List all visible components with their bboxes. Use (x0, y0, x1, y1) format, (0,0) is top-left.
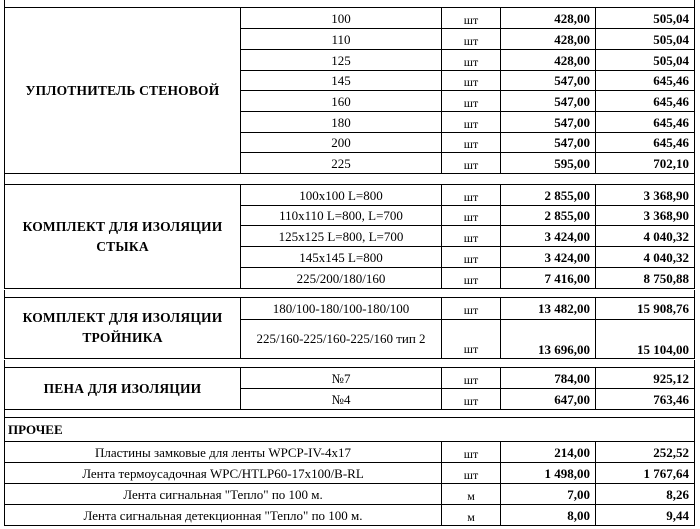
price-cell: 645,46 (596, 112, 695, 133)
price-cell: 3 368,90 (596, 185, 695, 206)
size-cell: 225/160-225/160-225/160 тип 2 (241, 320, 442, 359)
price-cell: 428,00 (501, 50, 596, 71)
price-cell: 4 040,32 (596, 226, 695, 247)
price-cell: 2 855,00 (501, 185, 596, 206)
price-cell: 645,46 (596, 71, 695, 91)
size-cell: 225 (241, 153, 442, 174)
price-cell: 7,00 (501, 484, 596, 505)
unit-cell: шт (442, 185, 501, 206)
price-cell: 1 498,00 (501, 463, 596, 484)
unit-cell: шт (442, 442, 501, 463)
size-cell: 110x110 L=800, L=700 (241, 206, 442, 226)
price-cell: 547,00 (501, 133, 596, 153)
price-cell: 2 855,00 (501, 206, 596, 226)
price-cell: 8,00 (501, 505, 596, 526)
unit-cell: м (442, 505, 501, 526)
separator-row (4, 360, 695, 368)
separator-row (4, 410, 695, 418)
price-cell: 428,00 (501, 8, 596, 29)
price-cell: 505,04 (596, 8, 695, 29)
size-cell: 110 (241, 29, 442, 50)
separator-row (4, 0, 695, 8)
price-cell: 13 482,00 (501, 298, 596, 320)
unit-cell: шт (442, 91, 501, 112)
unit-cell: шт (442, 112, 501, 133)
price-cell: 15 908,76 (596, 298, 695, 320)
price-cell: 3 368,90 (596, 206, 695, 226)
group-name-cell: ПЕНА ДЛЯ ИЗОЛЯЦИИ (4, 368, 241, 410)
unit-cell: шт (442, 206, 501, 226)
size-cell: 100 (241, 8, 442, 29)
unit-cell: шт (442, 8, 501, 29)
group-name-cell: УПЛОТНИТЕЛЬ СТЕНОВОЙ (4, 8, 241, 174)
unit-cell: шт (442, 368, 501, 389)
unit-cell: шт (442, 71, 501, 91)
price-cell: 645,46 (596, 91, 695, 112)
unit-cell: шт (442, 389, 501, 410)
price-cell: 505,04 (596, 29, 695, 50)
size-cell: 200 (241, 133, 442, 153)
price-cell: 8,26 (596, 484, 695, 505)
price-cell: 9,44 (596, 505, 695, 526)
size-cell: 160 (241, 91, 442, 112)
unit-cell: шт (442, 133, 501, 153)
unit-cell: шт (442, 226, 501, 247)
price-cell: 925,12 (596, 368, 695, 389)
price-cell: 3 424,00 (501, 247, 596, 268)
item-name-cell: Пластины замковые для ленты WPCP-IV-4x17 (4, 442, 442, 463)
unit-cell: шт (442, 247, 501, 268)
item-name-cell: Лента термоусадочная WPC/HTLP60-17x100/B-RL (4, 463, 442, 484)
group-name-cell: КОМПЛЕКТ ДЛЯ ИЗОЛЯЦИИ СТЫКА (4, 185, 241, 289)
unit-cell: шт (442, 29, 501, 50)
price-cell: 547,00 (501, 91, 596, 112)
price-cell: 8 750,88 (596, 268, 695, 289)
price-list-sheet (4, 0, 695, 529)
size-cell: 100x100 L=800 (241, 185, 442, 206)
unit-cell: шт (442, 463, 501, 484)
price-cell: 1 767,64 (596, 463, 695, 484)
price-cell: 3 424,00 (501, 226, 596, 247)
separator-row (4, 290, 695, 298)
price-cell: 647,00 (501, 389, 596, 410)
size-cell: 125x125 L=800, L=700 (241, 226, 442, 247)
price-cell: 547,00 (501, 71, 596, 91)
section-title: ПРОЧЕЕ (4, 418, 695, 442)
unit-cell: шт (442, 298, 501, 320)
unit-cell: шт (442, 268, 501, 289)
separator-row (4, 170, 695, 185)
price-cell: 505,04 (596, 50, 695, 71)
size-cell: №4 (241, 389, 442, 410)
price-cell: 428,00 (501, 29, 596, 50)
price-cell: 214,00 (501, 442, 596, 463)
unit-cell: шт (442, 320, 501, 359)
price-cell: 7 416,00 (501, 268, 596, 289)
unit-cell: м (442, 484, 501, 505)
size-cell: №7 (241, 368, 442, 389)
item-name-cell: Лента сигнальная "Тепло" по 100 м. (4, 484, 442, 505)
price-cell: 702,10 (596, 153, 695, 174)
unit-cell: шт (442, 153, 501, 174)
price-cell: 763,46 (596, 389, 695, 410)
unit-cell: шт (442, 50, 501, 71)
price-cell: 595,00 (501, 153, 596, 174)
price-cell: 13 696,00 (501, 320, 596, 359)
size-cell: 145 (241, 71, 442, 91)
price-cell: 252,52 (596, 442, 695, 463)
price-cell: 4 040,32 (596, 247, 695, 268)
price-cell: 547,00 (501, 112, 596, 133)
size-cell: 125 (241, 50, 442, 71)
price-cell: 645,46 (596, 133, 695, 153)
price-cell: 784,00 (501, 368, 596, 389)
size-cell: 225/200/180/160 (241, 268, 442, 289)
size-cell: 180 (241, 112, 442, 133)
price-cell: 15 104,00 (596, 320, 695, 359)
item-name-cell: Лента сигнальная детекционная "Тепло" по 100 м. (4, 505, 442, 526)
size-cell: 145x145 L=800 (241, 247, 442, 268)
size-cell: 180/100-180/100-180/100 (241, 298, 442, 320)
group-name-cell: КОМПЛЕКТ ДЛЯ ИЗОЛЯЦИИ ТРОЙНИКА (4, 298, 241, 359)
